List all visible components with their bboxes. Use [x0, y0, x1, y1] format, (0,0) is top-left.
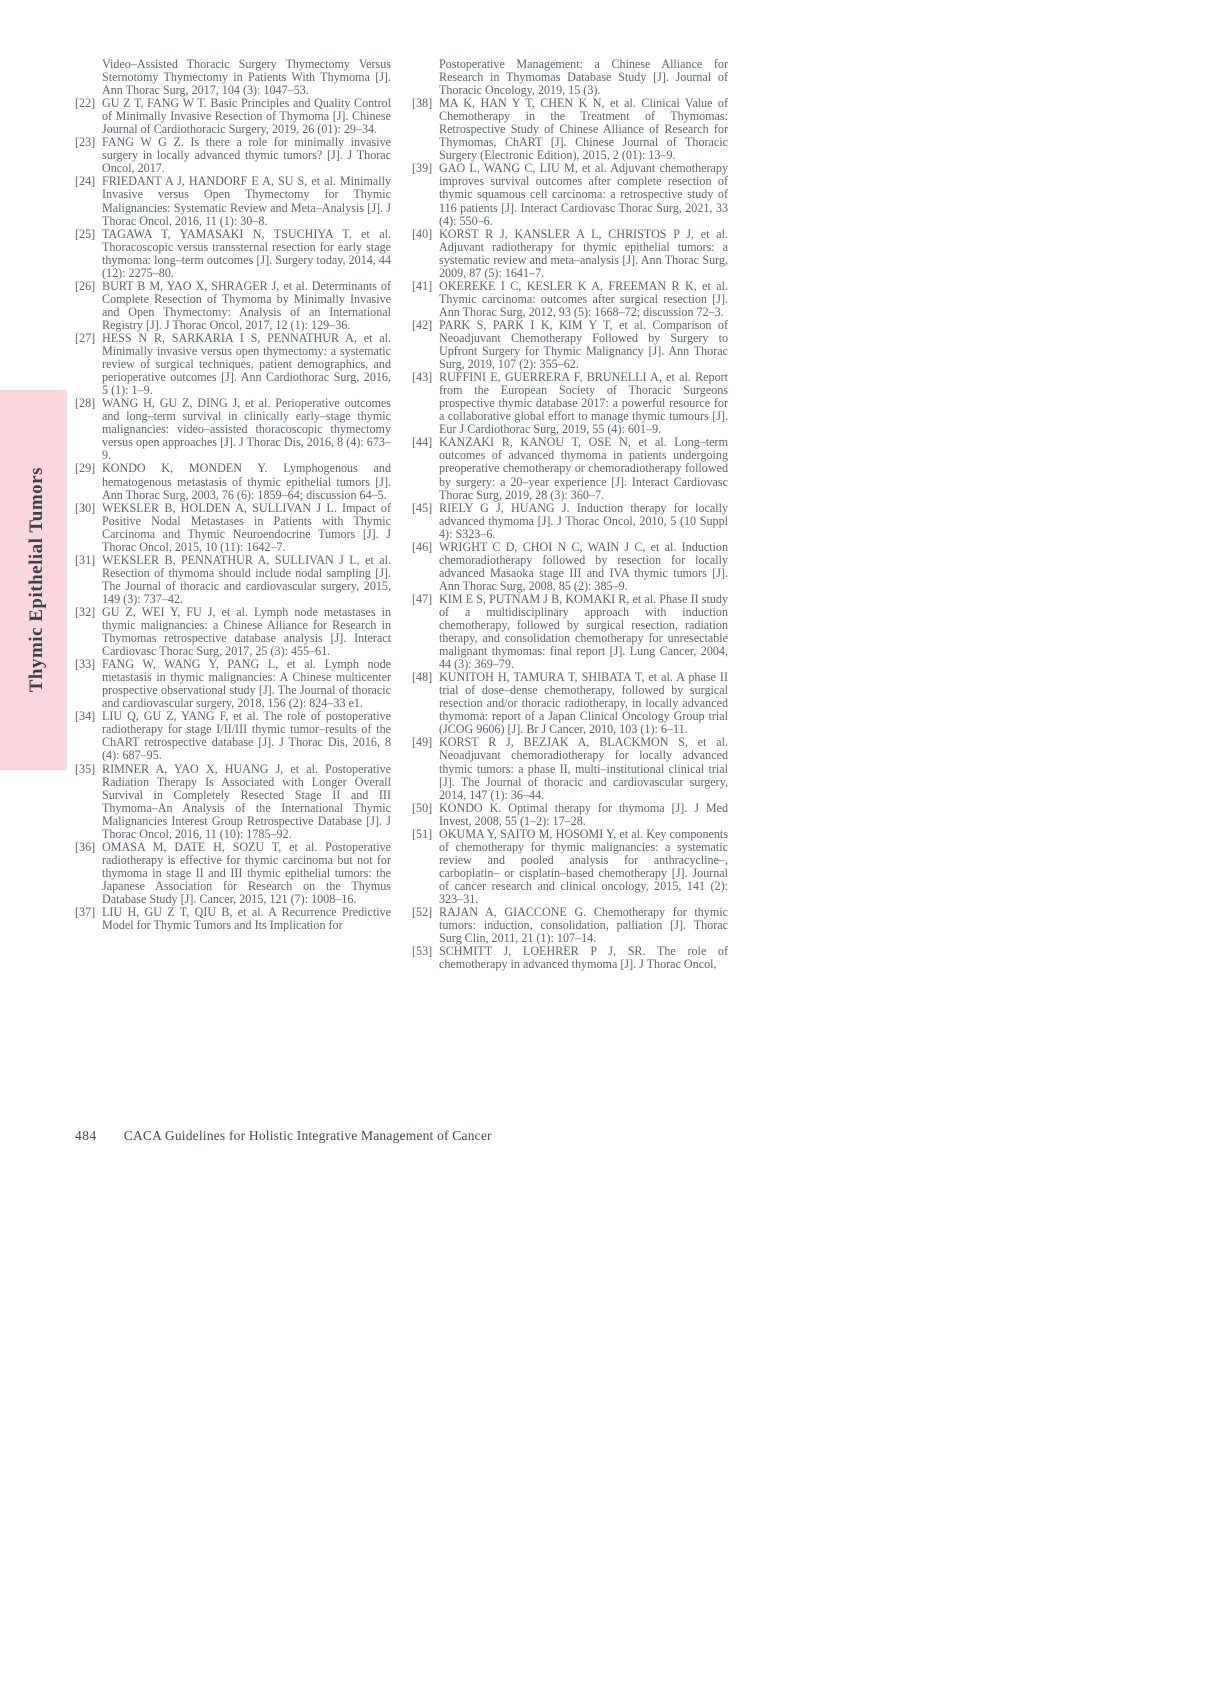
reference-number: [49]	[412, 735, 433, 750]
reference-text: Postoperative Management: a Chinese Alliance for Research in Thymomas Database Study [J]. Journal of Thoracic Oncology, 2019, 15 (3).	[439, 57, 728, 98]
reference-item	[75, 280, 391, 332]
references-column-right	[412, 58, 728, 971]
reference-text: KORST R J, KANSLER A L, CHRISTOS P J, et al. Adjuvant radiotherapy for thymic epithelial tumors: a systematic review and meta–analysis [J]. Ann Thorac Surg, 2009, 87 (5): 1641–7.	[439, 226, 728, 280]
reference-number: [52]	[412, 905, 433, 920]
reference-item	[412, 162, 728, 227]
reference-item	[75, 502, 391, 554]
reference-number: [27]	[75, 330, 96, 345]
reference-item	[75, 841, 391, 906]
reference-text: KANZAKI R, KANOU T, OSE N, et al. Long–term outcomes of advanced thymoma in patients undergoing preoperative chemotherapy or chemoradiotherapy followed by surgery: a 20–year experience [J]. Interact Cardiovasc Thorac Surg, 2019, 28 (3): 360–7.	[439, 435, 728, 502]
reference-item	[75, 462, 391, 501]
reference-item	[75, 763, 391, 841]
reference-number: [29]	[75, 461, 96, 476]
reference-number: [53]	[412, 944, 433, 959]
reference-number: [30]	[75, 500, 96, 515]
reference-text: WANG H, GU Z, DING J, et al. Perioperative outcomes and long–term survival in clinically early–stage thymic malignancies: video–assisted thoracoscopic thymectomy versus open approaches [J]. J Thorac Dis, 2016, 8 (4): 673–9.	[102, 396, 391, 463]
reference-number: [34]	[75, 709, 96, 724]
reference-item	[412, 319, 728, 371]
reference-number: [28]	[75, 396, 96, 411]
reference-number: [24]	[75, 174, 96, 189]
reference-text: FRIEDANT A J, HANDORF E A, SU S, et al. Minimally Invasive versus Open Thymectomy for Thymic Malignancies: Systematic Review and Meta–Analysis [J]. J Thorac Oncol, 2016, 11 (1): 30–8.	[102, 174, 391, 228]
reference-text: KONDO K. Optimal therapy for thymoma [J]. J Med Invest, 2008, 55 (1–2): 17–28.	[439, 800, 728, 828]
reference-number: [23]	[75, 135, 96, 150]
reference-text: KONDO K, MONDEN Y. Lymphogenous and hematogenous metastasis of thymic epithelial tumors [J]. Ann Thorac Surg, 2003, 76 (6): 1859–64; discussion 64–5.	[102, 461, 391, 502]
reference-text: SCHMITT J, LOEHRER P J, SR. The role of chemotherapy in advanced thymoma [J]. J Thorac Oncol,	[439, 944, 728, 972]
references-section	[75, 58, 728, 971]
reference-item	[412, 97, 728, 162]
reference-text: BURT B M, YAO X, SHRAGER J, et al. Determinants of Complete Resection of Thymoma by Minimally Invasive and Open Thymectomy: Analysis of an International Registry [J]. J Thorac Oncol, 2017, 12 (1): 129–36.	[102, 278, 391, 332]
reference-text: Video–Assisted Thoracic Surgery Thymectomy Versus Sternotomy Thymectomy in Patients With Thymoma [J]. Ann Thorac Surg, 2017, 104 (3): 1047–53.	[102, 57, 391, 98]
reference-item	[75, 97, 391, 136]
reference-number: [39]	[412, 161, 433, 176]
reference-item	[75, 554, 391, 606]
reference-number: [25]	[75, 226, 96, 241]
chapter-side-tab-label: Thymic Epithelial Tumors	[25, 467, 47, 693]
reference-number: [45]	[412, 500, 433, 515]
reference-text: RIELY G J, HUANG J. Induction therapy for locally advanced thymoma [J]. J Thorac Oncol, 2010, 5 (10 Suppl 4): S323–6.	[439, 500, 728, 541]
reference-item	[412, 802, 728, 828]
reference-item	[75, 397, 391, 462]
reference-number: [38]	[412, 96, 433, 111]
reference-text: PARK S, PARK I K, KIM Y T, et al. Comparison of Neoadjuvant Chemotherapy Followed by Surgery to Upfront Surgery for Thymic Malignancy [J]. Ann Thorac Surg, 2019, 107 (2): 355–62.	[439, 317, 728, 372]
reference-item	[412, 58, 728, 97]
reference-item	[412, 906, 728, 945]
reference-text: TAGAWA T, YAMASAKI N, TSUCHIYA T, et al. Thoracoscopic versus transsternal resection for early stage thymoma: long–term outcomes [J]. Surgery today, 2014, 44 (12): 2275–80.	[102, 226, 391, 280]
reference-number: [31]	[75, 552, 96, 567]
reference-item	[75, 58, 391, 97]
reference-text: GU Z T, FANG W T. Basic Principles and Quality Control of Minimally Invasive Resection of Thymoma [J]. Chinese Journal of Cardiothoracic Surgery, 2019, 26 (01): 29–34.	[102, 96, 391, 137]
reference-text: OKEREKE I C, KESLER K A, FREEMAN R K, et al. Thymic carcinoma: outcomes after surgical resection [J]. Ann Thorac Surg, 2012, 93 (5): 1668–72; discussion 72–3.	[439, 278, 728, 319]
reference-text: FANG W, WANG Y, PANG L, et al. Lymph node metastasis in thymic malignancies: A Chinese multicenter prospective observational study [J]. The Journal of thoracic and cardiovascular surgery, 2018, 156 (2): 824–33 e1.	[102, 657, 391, 711]
chapter-side-tab	[0, 390, 67, 770]
reference-number: [42]	[412, 317, 433, 332]
reference-number: [47]	[412, 591, 433, 606]
reference-text: WEKSLER B, PENNATHUR A, SULLIVAN J L, et al. Resection of thymoma should include nodal sampling [J]. The Journal of thoracic and cardiovascular surgery, 2015, 149 (3): 737–42.	[102, 552, 391, 606]
reference-item	[75, 175, 391, 227]
reference-number: [51]	[412, 826, 433, 841]
reference-item	[412, 671, 728, 736]
reference-item	[75, 658, 391, 710]
reference-item	[75, 228, 391, 280]
reference-number: [48]	[412, 670, 433, 685]
reference-number: [46]	[412, 539, 433, 554]
reference-text: LIU H, GU Z T, QIU B, et al. A Recurrence Predictive Model for Thymic Tumors and Its Implication for	[102, 905, 391, 933]
reference-number: [35]	[75, 761, 96, 776]
reference-item	[412, 828, 728, 906]
reference-text: FANG W G Z. Is there a role for minimally invasive surgery in locally advanced thymic tumors? [J]. J Thorac Oncol, 2017.	[102, 135, 391, 176]
reference-item	[75, 606, 391, 658]
reference-item	[412, 280, 728, 319]
reference-item	[412, 371, 728, 436]
reference-text: OMASA M, DATE H, SOZU T, et al. Postoperative radiotherapy is effective for thymic carcinoma but not for thymoma in stage II and III thymic epithelial tumors: the Japanese Association for Research on the Thymus Database Study [J]. Cancer, 2015, 121 (7): 1008–16.	[102, 839, 391, 906]
reference-number: [41]	[412, 278, 433, 293]
reference-item	[412, 541, 728, 593]
reference-text: OKUMA Y, SAITO M, HOSOMI Y, et al. Key components of chemotherapy for thymic malignancies: a systematic review and pooled analysis for anthracycline–, carboplatin– or cisplatin–based chemotherapy [J]. Journal of cancer research and clinical oncology, 2015, 141 (2): 323–31.	[439, 826, 728, 906]
reference-text: KIM E S, PUTNAM J B, KOMAKI R, et al. Phase II study of a multidisciplinary approach with induction chemotherapy, followed by surgical resection, radiation therapy, and consolidation chemotherapy for unresectable malignant thymomas: final report [J]. Lung Cancer, 2004, 44 (3): 369–79.	[439, 591, 728, 672]
reference-item	[412, 436, 728, 501]
reference-number: [43]	[412, 370, 433, 385]
reference-item	[412, 736, 728, 801]
reference-text: WRIGHT C D, CHOI N C, WAIN J C, et al. Induction chemoradiotherapy followed by resection for locally advanced Masaoka stage III and IVA thymic tumors [J]. Ann Thorac Surg, 2008, 85 (2): 385–9.	[439, 539, 728, 593]
reference-text: RIMNER A, YAO X, HUANG J, et al. Postoperative Radiation Therapy Is Associated with Longer Overall Survival in Completely Resected Stage II and III Thymoma–An Analysis of the International Thymic Malignancies Interest Group Retrospective Database [J]. J Thorac Oncol, 2016, 11 (10): 1785–92.	[102, 761, 391, 841]
reference-number: [32]	[75, 604, 96, 619]
reference-text: WEKSLER B, HOLDEN A, SULLIVAN J L. Impact of Positive Nodal Metastases in Patients with Thymic Carcinoma and Thymic Neuroendocrine Tumors [J]. J Thorac Oncol, 2015, 10 (11): 1642–7.	[102, 500, 391, 554]
reference-text: RUFFINI E, GUERRERA F, BRUNELLI A, et al. Report from the European Society of Thoracic Surgeons prospective thymic database 2017: a powerful resource for a collaborative global effort to manage thymic tumours [J]. Eur J Cardiothorac Surg, 2019, 55 (4): 601–9.	[439, 370, 728, 437]
page-footer	[75, 1128, 492, 1144]
footer-page-number: 484	[75, 1128, 97, 1143]
reference-item	[412, 228, 728, 280]
reference-number: [26]	[75, 278, 96, 293]
reference-number	[412, 58, 439, 97]
reference-item	[412, 945, 728, 971]
reference-item	[75, 710, 391, 762]
reference-item	[412, 502, 728, 541]
reference-number: [37]	[75, 905, 96, 920]
reference-item	[75, 906, 391, 932]
reference-item	[75, 332, 391, 397]
reference-text: LIU Q, GU Z, YANG F, et al. The role of postoperative radiotherapy for stage I/II/III thymic tumor–results of the ChART retrospective database [J]. J Thorac Dis, 2016, 8 (4): 687–95.	[102, 709, 391, 763]
reference-number: [22]	[75, 96, 96, 111]
reference-text: HESS N R, SARKARIA I S, PENNATHUR A, et al. Minimally invasive versus open thymectomy: a systematic review of surgical techniques, patient demographics, and perioperative outcomes [J]. Ann Cardiothorac Surg, 2016, 5 (1): 1–9.	[102, 330, 391, 398]
reference-text: RAJAN A, GIACCONE G. Chemotherapy for thymic tumors: induction, consolidation, palliation [J]. Thorac Surg Clin, 2011, 21 (1): 107–14.	[439, 905, 728, 946]
reference-number: [50]	[412, 800, 433, 815]
reference-item	[412, 593, 728, 671]
reference-number	[75, 58, 102, 97]
reference-text: MA K, HAN Y T, CHEN K N, et al. Clinical Value of Chemotherapy in the Treatment of Thymomas: Retrospective Study of Chinese Alliance of Research for Thymomas, ChART [J]. Chinese Journal of Thoracic Surgery (Electronic Edition), 2015, 2 (01): 13–9.	[439, 96, 728, 163]
reference-text: GU Z, WEI Y, FU J, et al. Lymph node metastases in thymic malignancies: a Chinese Alliance for Research in Thymomas retrospective database analysis [J]. Interact Cardiovasc Thorac Surg, 2017, 25 (3): 455–61.	[102, 604, 391, 659]
reference-item	[75, 136, 391, 175]
reference-number: [40]	[412, 226, 433, 241]
references-column-left	[75, 58, 391, 971]
reference-number: [33]	[75, 657, 96, 672]
footer-title: CACA Guidelines for Holistic Integrative Management of Cancer	[123, 1128, 492, 1143]
reference-text: KORST R J, BEZJAK A, BLACKMON S, et al. Neoadjuvant chemoradiotherapy for locally advanced thymic tumors: a phase II, multi–institutional clinical trial [J]. The Journal of thoracic and cardiovascular surgery, 2014, 147 (1): 36–44.	[439, 735, 728, 802]
reference-text: GAO L, WANG C, LIU M, et al. Adjuvant chemotherapy improves survival outcomes after complete resection of thymic squamous cell carcinoma: a retrospective study of 116 patients [J]. Interact Cardiovasc Thorac Surg, 2021, 33 (4): 550–6.	[439, 161, 728, 228]
reference-number: [36]	[75, 839, 96, 854]
reference-number: [44]	[412, 435, 433, 450]
reference-text: KUNITOH H, TAMURA T, SHIBATA T, et al. A phase II trial of dose–dense chemotherapy, followed by surgical resection and/or thoracic radiotherapy, in locally advanced thymoma: report of a Japan Clinical Oncology Group trial (JCOG 9606) [J]. Br J Cancer, 2010, 103 (1): 6–11.	[439, 670, 728, 737]
